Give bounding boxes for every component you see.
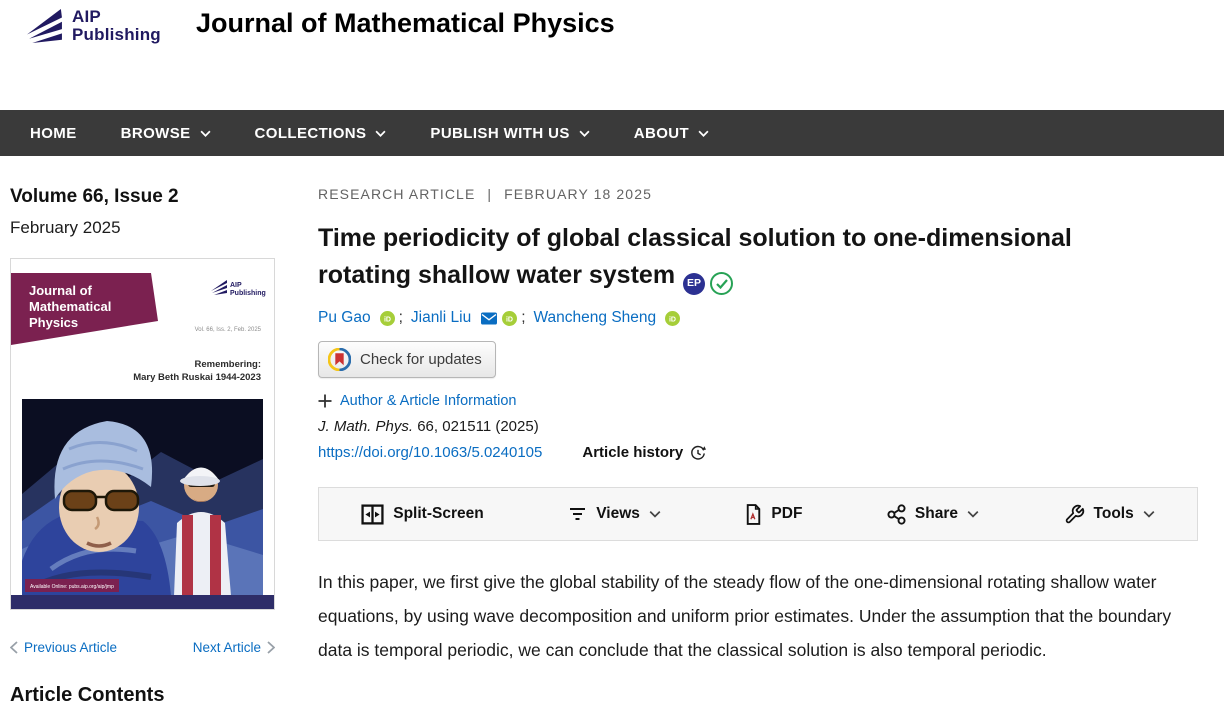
citation-journal-abbrev: J. Math. Phys. [318,418,414,435]
author-article-info-link[interactable] [318,393,1198,409]
main-nav [0,110,1224,156]
cover-journal-line3: Physics [29,315,79,330]
aip-fan-icon [25,8,65,44]
split-screen-label: Split-Screen [393,505,484,522]
citation-volume-page: 66, 021511 (2025) [417,418,539,435]
tools-button[interactable] [1064,504,1155,525]
chevron-down-icon [1143,510,1155,518]
author-list [318,309,1198,327]
cover-tribute-line1: Remembering: [194,359,261,370]
cover-issue-info: Vol. 66, Iss. 2, Feb. 2025 [194,327,261,333]
chevron-down-icon [579,130,590,137]
article-title-text: Time periodicity of global classical solution to one-dimensional rotating shallow water system [318,224,1072,289]
author-separator: ; [398,309,403,326]
cover-publisher-line2: Publishing [230,290,266,297]
next-article-label: Next Article [192,640,261,655]
previous-article-link[interactable] [10,640,117,655]
views-icon [568,505,587,523]
svg-text:iD: iD [383,315,391,323]
journal-title: Journal of Mathematical Physics [196,8,615,38]
article-toolbar [318,487,1198,541]
pdf-icon [745,504,762,525]
cover-journal-line1: Journal of [29,283,92,298]
nav-label: BROWSE [120,124,191,142]
crossmark-icon [328,348,351,371]
aip-publishing-logo[interactable] [25,8,161,44]
author-link-pu-gao[interactable]: Pu Gao [318,309,371,326]
nav-item-collections[interactable] [255,125,387,142]
share-button[interactable] [887,504,979,525]
journal-cover-image[interactable] [10,258,275,610]
kicker-separator: | [487,186,493,202]
cover-tribute-line2: Mary Beth Ruskai 1944-2023 [133,372,261,383]
citation-line [318,418,1198,435]
chevron-down-icon [375,130,386,137]
plus-icon [318,394,332,408]
share-icon [887,504,906,525]
cover-journal-line2: Mathematical [29,299,112,314]
nav-item-home[interactable] [30,125,77,142]
article-contents-heading: Article Contents [10,684,165,706]
cover-art [11,259,274,609]
orcid-icon[interactable] [502,311,517,326]
nav-label: ABOUT [633,124,690,142]
author-link-jianli-liu[interactable]: Jianli Liu [410,309,472,326]
article-kicker [318,186,1198,202]
article-pagination [10,640,275,655]
orcid-icon[interactable] [665,311,680,326]
chevron-down-icon [698,130,709,137]
article-history-link[interactable] [582,444,706,461]
author-article-info-label: Author & Article Information [340,393,517,409]
history-clock-icon [690,445,706,461]
views-label: Views [596,505,640,522]
cover-illustration [22,399,263,596]
nav-item-publish-with-us[interactable] [430,125,589,142]
article-title [318,220,1078,295]
tools-label: Tools [1093,505,1134,522]
tools-wrench-icon [1064,504,1085,525]
chevron-down-icon [967,510,979,518]
nav-label: HOME [30,124,77,142]
cover-publisher-line1: AIP [230,282,242,289]
author-separator: ; [521,309,526,326]
email-icon[interactable] [480,312,498,325]
doi-link[interactable]: https://doi.org/10.1063/5.0240105 [318,444,543,461]
chevron-down-icon [200,130,211,137]
orcid-icon[interactable] [380,311,395,326]
chevron-down-icon [649,510,661,518]
nav-item-browse[interactable] [121,125,211,142]
logo-line1: AIP [72,7,101,26]
check-for-updates-label: Check for updates [360,351,482,368]
check-for-updates-button[interactable] [318,341,496,378]
author-link-wancheng-sheng[interactable]: Wancheng Sheng [533,309,657,326]
nav-label: PUBLISH WITH US [430,124,570,142]
pdf-button[interactable] [745,504,802,525]
chevron-left-icon [10,641,18,654]
site-header [0,0,1224,100]
volume-issue-heading: Volume 66, Issue 2 [10,186,179,207]
logo-line2: Publishing [72,25,161,44]
article-history-label: Article history [582,444,684,461]
issue-date: February 2025 [10,218,121,237]
next-article-link[interactable] [193,640,275,655]
split-screen-icon [361,504,384,525]
share-label: Share [914,505,959,522]
pdf-label: PDF [771,505,803,522]
cover-bottom-bar [11,595,274,609]
ep-badge[interactable]: EP [683,273,705,295]
views-button[interactable] [568,505,661,523]
doi-row [318,444,1198,461]
cover-availability-text: Available Online: pubs.aip.org/aip/jmp [30,584,114,590]
chevron-right-icon [267,641,275,654]
previous-article-label: Previous Article [24,640,118,655]
split-screen-button[interactable] [361,504,483,525]
free-access-check-icon[interactable] [710,272,733,295]
article-main [318,186,1198,667]
nav-label: COLLECTIONS [254,124,367,142]
svg-text:iD: iD [669,315,677,323]
article-date: FEBRUARY 18 2025 [504,186,652,202]
abstract-text: In this paper, we first give the global stability of the steady flow of the one-dimensional rotating shallow water equations, by using wave decomposition and uniform prior estimates. Under the assumption that the boundary data is temporal periodic, we can conclude that the classical solution is also temporal periodic. [318,572,1172,660]
nav-item-about[interactable] [634,125,709,142]
svg-text:iD: iD [506,315,514,323]
article-type: RESEARCH ARTICLE [318,186,476,202]
